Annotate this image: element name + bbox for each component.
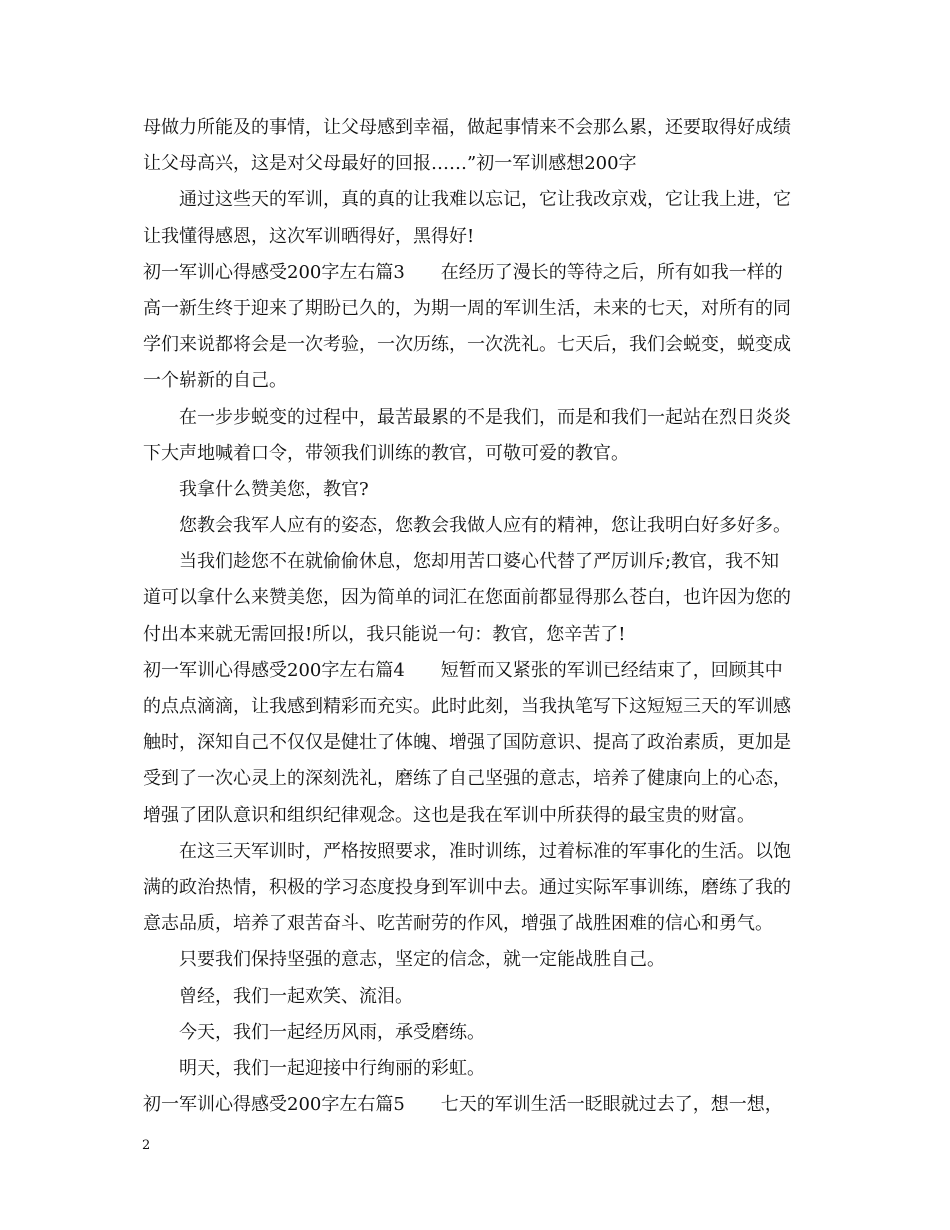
text-line: 触时，深知自己不仅仅是健壮了体魄、增强了国防意识、提高了政治素质，更加是 [143,732,791,754]
text-line: 您教会我军人应有的姿态，您教会我做人应有的精神，您让我明白好多好多。 [179,515,791,537]
text-line: 通过这些天的军训，真的真的让我难以忘记，它让我改京戏，它让我上进，它 [179,189,791,211]
section-heading-line: 初一军训心得感受200字左右篇3 在经历了漫长的等待之后，所有如我一样的 [143,261,783,283]
text-line: 只要我们保持坚强的意志，坚定的信念，就一定能战胜自己。 [179,949,665,971]
text-line: 母做力所能及的事情，让父母感到幸福，做起事情来不会那么累，还要取得好成绩 [143,117,791,138]
text-line: 下大声地喊着口令，带领我们训练的教官，可敬可爱的教官。 [143,442,629,464]
text-line: 让我懂得感恩，这次军训晒得好，黑得好! [143,225,475,247]
text-line: 在这三天军训时，严格按照要求，准时训练，过着标准的军事化的生活。以饱 [179,840,791,862]
text-line: 满的政治热情，积极的学习态度投身到军训中去。通过实际军事训练，磨练了我的 [143,876,791,898]
text-line: 我拿什么赞美您，教官? [179,478,369,500]
text-line: 当我们趁您不在就偷偷休息，您却用苦口婆心代替了严厉训斥;教官，我不知 [179,551,780,573]
page-number: 2 [142,1138,151,1153]
text-line: 曾经，我们一起欢笑、流泪。 [179,985,413,1007]
text-line: 让父母高兴，这是对父母最好的回报……”初一军训感想200字 [143,153,637,175]
section-heading-line: 初一军训心得感受200字左右篇4 短暂而又紧张的军训已经结束了，回顾其中 [143,659,783,681]
text-line: 受到了一次心灵上的深刻洗礼，磨练了自己坚强的意志，培养了健康向上的心态， [143,768,791,790]
text-line: 在一步步蜕变的过程中，最苦最累的不是我们，而是和我们一起站在烈日炎炎 [179,406,791,428]
text-line: 增强了团队意识和组织纪律观念。这也是我在军训中所获得的最宝贵的财富。 [143,804,755,826]
text-line: 今天，我们一起经历风雨，承受磨练。 [179,1021,485,1043]
section-heading-line: 初一军训心得感受200字左右篇5 七天的军训生活一眨眼就过去了，想一想， [143,1094,783,1116]
text-line: 付出本来就无需回报!所以，我只能说一句：教官，您辛苦了! [143,623,626,645]
text-line: 明天，我们一起迎接中行绚丽的彩虹。 [179,1057,485,1079]
text-line: 学们来说都将会是一次考验，一次历练，一次洗礼。七天后，我们会蜕变，蜕变成 [143,334,791,356]
text-line: 高一新生终于迎来了期盼已久的，为期一周的军训生活，未来的七天，对所有的同 [143,297,791,319]
text-line: 道可以拿什么来赞美您，因为简单的词汇在您面前都显得那么苍白，也许因为您的 [143,587,791,609]
text-line: 一个崭新的自己。 [143,370,287,392]
text-line: 意志品质，培养了艰苦奋斗、吃苦耐劳的作风，增强了战胜困难的信心和勇气。 [143,913,773,935]
text-line: 的点点滴滴，让我感到精彩而充实。此时此刻，当我执笔写下这短短三天的军训感 [143,696,791,717]
document-body [143,110,815,1123]
